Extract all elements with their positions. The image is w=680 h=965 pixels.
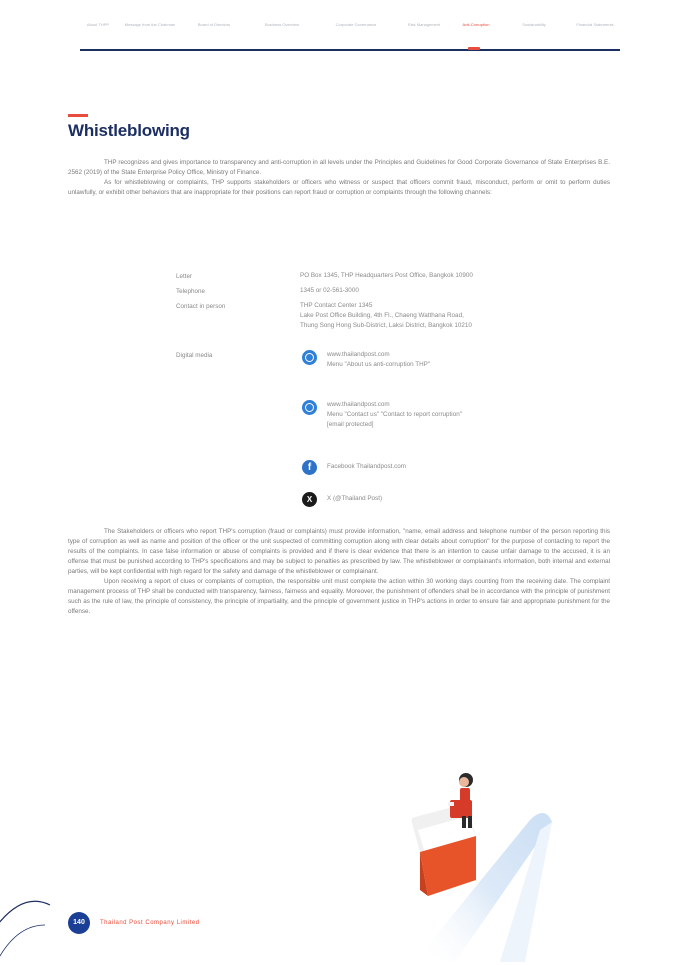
footer-decoration: [0, 895, 80, 965]
website-1-menu: Menu "About us anti-corruption THP": [327, 361, 431, 368]
nav-divider: [80, 49, 620, 51]
website-1: [327, 350, 430, 370]
nav-item-business[interactable]: [252, 22, 312, 27]
nav-item-anti-corruption[interactable]: [454, 22, 498, 27]
facebook-icon: f: [302, 460, 317, 475]
closing-paragraph-2: Upon receiving a report of clues or complaints of corruption, the responsible unit must complete the action within 30 working days counting from the receiving date. The complaint management process of THP shall be conducted with transparency, fairness, fairness and equality. Moreover, the punishment of offenders shall be in accordance with the principle of punishment such as the rule of law, the principle of consistency, the principle of impartiality, and the principle of government justice in THP's actions in order to ensure fair and appropriate punishment for the offense.: [68, 578, 610, 615]
page-title: Whistleblowing: [68, 121, 190, 140]
nav-active-indicator: [468, 47, 480, 50]
nav-label: Business Overview: [264, 22, 299, 27]
intro-text: [68, 158, 610, 198]
nav-item-about[interactable]: [80, 22, 116, 27]
globe-icon: [302, 400, 317, 415]
closing-paragraph-1: The Stakeholders or officers who report THP's corruption (fraud or complaints) must provide information, "name, email address and telephone number of the person reporting this type of corruption as well as name and position of the officer or the unit suspected of committing corruption along with clear details about corruption" for the purpose of contacting to report the results of the complaints. In case false information or abuse of complaints is provided and if there is clear evidence that there is an intention to cause unfair damage to the accused, it is an offense that must be punished according to THP's specifications and may be subject to penalties as prescribed by law. The whistleblower or complainant's information, both internal and external parties, will be kept confidential with high regard for the safety and damage of the whistleblower or complainant.: [68, 528, 610, 575]
x-icon: X: [302, 492, 317, 507]
letter-value: PO Box 1345, THP Headquarters Post Office, Bangkok 10900: [300, 272, 473, 279]
nav-label: About THPP: [86, 22, 110, 27]
globe-icon: [302, 350, 317, 365]
nav-item-governance[interactable]: [320, 22, 392, 27]
letter-label: Letter: [176, 273, 193, 280]
email-address[interactable]: [email protected]: [327, 421, 374, 428]
nav-label: Board of Directors: [197, 22, 231, 27]
nav-label: Risk Management: [407, 22, 441, 27]
website-2: [327, 400, 462, 430]
contact-label: Contact in person: [176, 303, 226, 310]
intro-paragraph-1: THP recognizes and gives importance to transparency and anti-corruption in all levels under the Principles and Guidelines for Good Corporate Governance of State Enterprises B.E. 2562 (2019) of the State Enterprise Policy Office, Ministry of Finance.: [68, 159, 610, 176]
digital-label: Digital media: [176, 352, 213, 359]
nav-item-sustainability[interactable]: [506, 22, 562, 27]
title-accent-bar: [68, 114, 88, 117]
nav-label: Anti-Corruption: [462, 22, 490, 27]
website-2-menu: Menu "Contact us" "Contact to report corruption": [327, 411, 462, 418]
page-number: 140: [68, 912, 90, 934]
nav-item-financial[interactable]: [570, 22, 620, 27]
top-navigation: [80, 22, 620, 50]
telephone-value: 1345 or 02-561-3000: [300, 287, 359, 294]
nav-item-risk[interactable]: [400, 22, 448, 27]
x-link[interactable]: X (@Thailand Post): [327, 495, 383, 502]
whistleblower-illustration: [380, 760, 680, 962]
website-1-url[interactable]: www.thailandpost.com: [327, 351, 390, 358]
nav-label: Corporate Governance: [335, 22, 377, 27]
facebook-link[interactable]: Facebook Thailandpost.com: [327, 463, 406, 470]
contact-line-2: Lake Post Office Building, 4th Fl., Chaeng Watthana Road,: [300, 312, 464, 319]
intro-paragraph-2: As for whistleblowing or complaints, THP supports stakeholders or officers who witness or suspect that officers commit fraud, misconduct, perform or omit to perform duties unlawfully, or exhibit other behaviors that are inappropriate for their positions can report fraud or corruption or complaints through the following channels:: [68, 179, 610, 196]
contact-value: [300, 301, 472, 331]
telephone-label: Telephone: [176, 288, 206, 295]
closing-text: [68, 527, 610, 617]
company-name: Thailand Post Company Limited: [100, 920, 200, 926]
contact-line-3: Thung Song Hong Sub-District, Laksi District, Bangkok 10210: [300, 322, 472, 329]
contact-line-1: THP Contact Center 1345: [300, 302, 373, 309]
nav-label: Sustainability: [522, 22, 546, 27]
nav-label: Financial Statements: [576, 22, 614, 27]
nav-item-message[interactable]: [124, 22, 176, 27]
nav-label: Message from the Chairman: [124, 22, 176, 27]
nav-item-board[interactable]: [184, 22, 244, 27]
website-2-url[interactable]: www.thailandpost.com: [327, 401, 390, 408]
